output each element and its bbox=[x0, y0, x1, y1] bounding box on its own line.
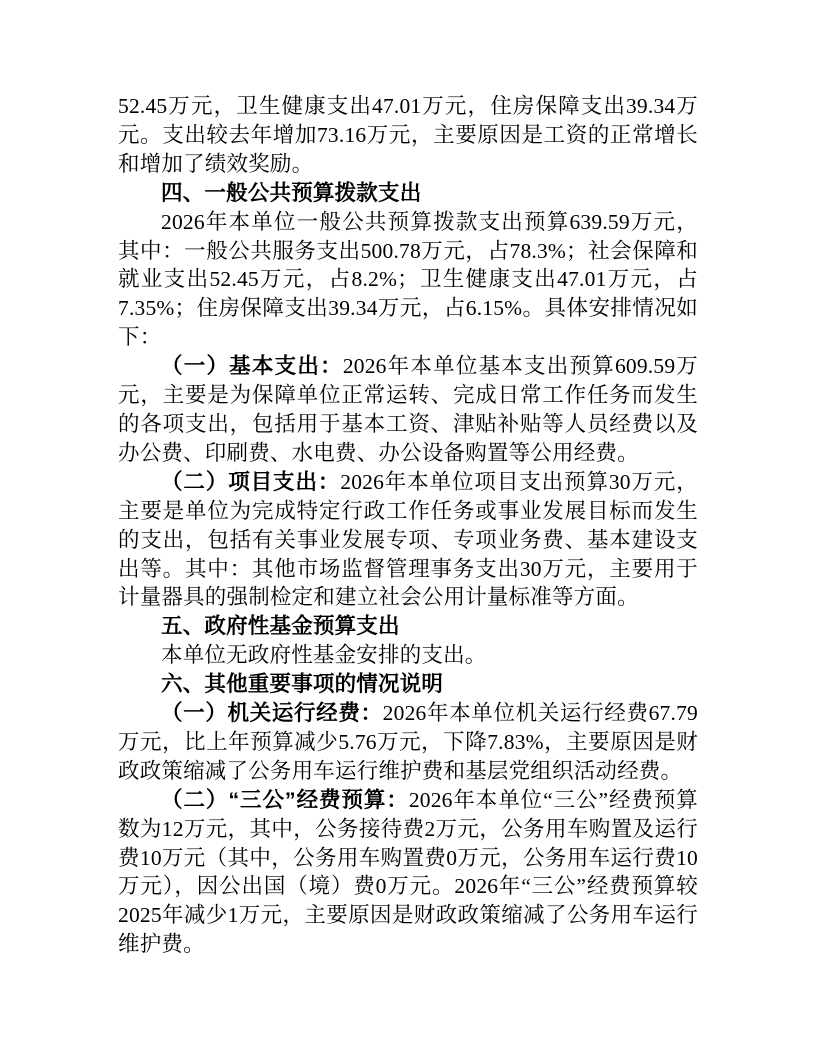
paragraph-lead: （二）“三公”经费预算： bbox=[161, 787, 409, 812]
paragraph: （一）机关运行经费：2026年本单位机关运行经费67.79万元，比上年预算减少5.76万元，下降7.83%，主要原因是财政政策缩减了公务用车运行维护费和基层党组织活动经费。 bbox=[118, 701, 698, 783]
paragraph: （二）“三公”经费预算：2026年本单位“三公”经费预算数为12万元，其中，公务接待费2万元，公务用车购置及运行费10万元（其中，公务用车购置费0万元，公务用车运行费10万元），因公出国（境）费0万元。2026年“三公”经费预算较2025年减少1万元，主要原因是财政政策缩减了公务用车运行维护费。 bbox=[118, 787, 698, 957]
paragraph: （二）项目支出：2026年本单位项目支出预算30万元，主要是单位为完成特定行政工作任务或事业发展目标而发生的支出，包括有关事业发展专项、专项业务费、基本建设支出等。其中：其他市场监督管理事务支出30万元，主要用于计量器具的强制检定和建立社会公用计量标准等方面。 bbox=[118, 469, 698, 610]
paragraph: 2026年本单位一般公共预算拨款支出预算639.59万元，其中：一般公共服务支出500.78万元，占78.3%；社会保障和就业支出52.45万元，占8.2%；卫生健康支出47.01万元，占7.35%；住房保障支出39.34万元，占6.15%。具体安排情况如下： bbox=[118, 209, 698, 350]
paragraph-lead: （一）基本支出： bbox=[161, 354, 343, 379]
section-heading: 六、其他重要事项的情况说明 bbox=[161, 672, 444, 697]
paragraph-lead: （一）机关运行经费： bbox=[161, 701, 383, 726]
section-heading: 四、一般公共预算拨款支出 bbox=[161, 180, 422, 205]
paragraph-lead: （二）项目支出： bbox=[161, 469, 341, 494]
section-heading: 五、政府性基金预算支出 bbox=[161, 614, 400, 639]
paragraph: （一）基本支出：2026年本单位基本支出预算609.59万元，主要是为保障单位正常运转、完成日常工作任务而发生的各项支出，包括用于基本工资、津贴补贴等人员经费以及办公费、印刷费、水电费、办公设备购置等公用经费。 bbox=[118, 354, 698, 465]
paragraph: 52.45万元，卫生健康支出47.01万元，住房保障支出39.34万元。支出较去年增加73.16万元，主要原因是工资的正常增长和增加了绩效奖励。 bbox=[118, 94, 698, 176]
document-body bbox=[118, 92, 698, 959]
paragraph: 本单位无政府性基金安排的支出。 bbox=[161, 643, 487, 668]
